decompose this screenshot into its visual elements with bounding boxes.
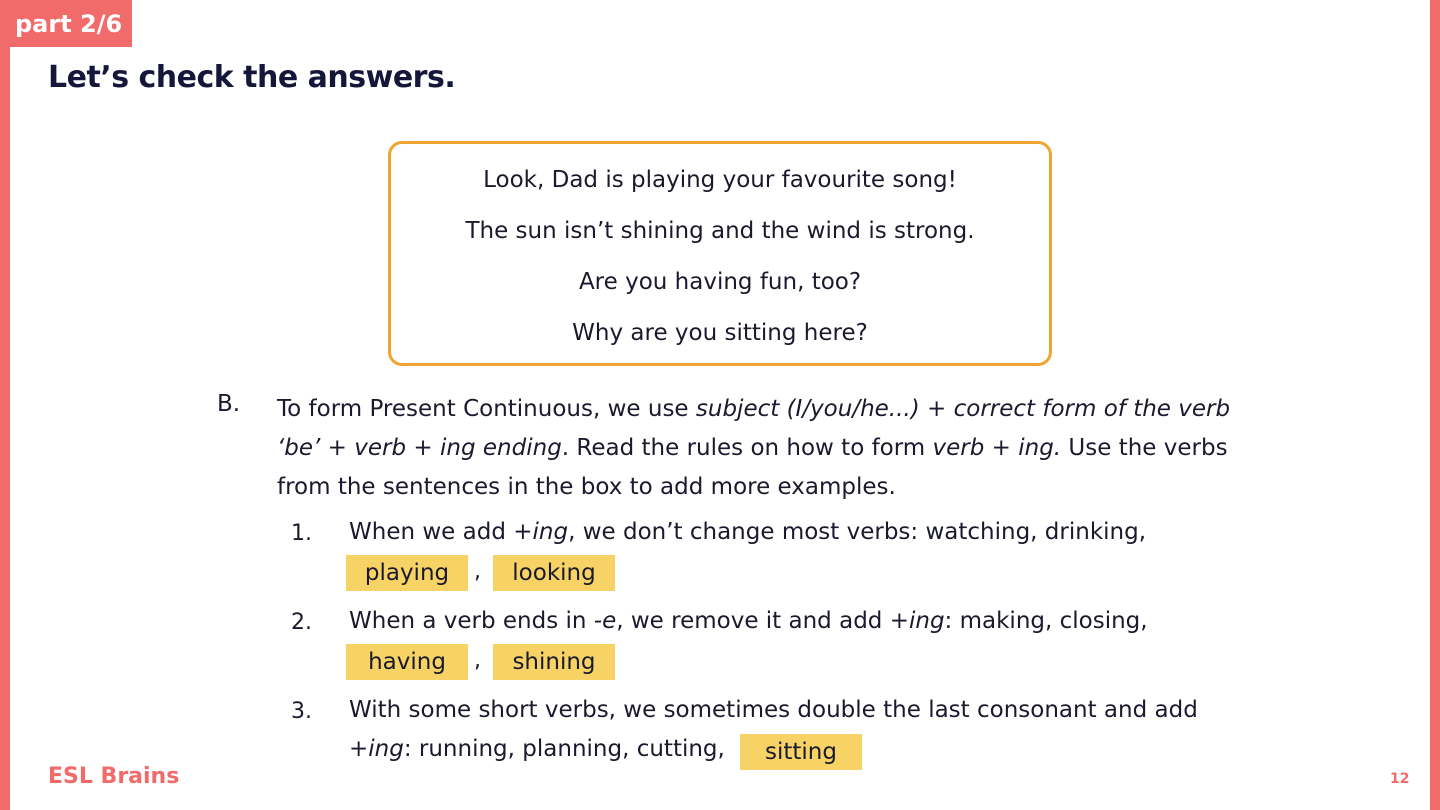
rule-italic: +ing <box>349 736 404 762</box>
sentence-box <box>388 141 1052 366</box>
instruction-text: To form Present Continuous, we use <box>277 396 696 422</box>
instruction-text: + <box>320 435 355 461</box>
instruction-line: from the sentences in the box to add more examples. <box>277 474 896 500</box>
instruction-line <box>277 429 1267 468</box>
instruction-text: . Read the rules on how to form <box>561 435 933 461</box>
page-number: 12 <box>1390 771 1410 787</box>
instruction-italic: ‘be’ <box>277 435 321 461</box>
rule-text-part: When a verb ends in <box>349 608 594 634</box>
left-frame-border <box>0 0 10 810</box>
answer-separator: , <box>474 559 481 584</box>
instruction-italic: ing ending <box>440 435 562 461</box>
rule-text-part: , we remove it and add <box>616 608 890 634</box>
page-title: Let’s check the answers. <box>48 60 456 95</box>
answer-highlight: looking <box>493 555 615 591</box>
rule-text <box>349 518 1146 546</box>
box-sentence: Why are you sitting here? <box>572 320 868 346</box>
rule-number: 2. <box>291 610 312 635</box>
answer-highlight: sitting <box>740 734 862 770</box>
part-badge: part 2/6 <box>10 0 132 47</box>
instruction-italic: verb + ing. <box>932 435 1062 461</box>
rule-number: 1. <box>291 521 312 546</box>
instruction-italic: correct form of the verb <box>953 396 1231 422</box>
rule-text: With some short verbs, we sometimes double the last consonant and add <box>349 697 1198 723</box>
box-sentence: Look, Dad is playing your favourite song! <box>483 167 957 193</box>
instruction-italic: verb <box>354 435 407 461</box>
rule-text-part: : running, planning, cutting, <box>403 736 725 762</box>
esl-brains-logo: ESL Brains <box>48 764 180 789</box>
box-sentence: The sun isn’t shining and the wind is strong. <box>465 218 975 244</box>
answer-highlight: having <box>346 644 468 680</box>
instruction-line <box>277 390 1267 429</box>
answer-highlight: playing <box>346 555 468 591</box>
rule-italic: +ing <box>513 519 569 545</box>
section-label: B. <box>217 391 241 417</box>
right-frame-border <box>1430 0 1440 810</box>
instruction-text: + <box>919 396 954 422</box>
instruction-italic: subject (I/you/he...) <box>695 396 920 422</box>
section-instructions <box>277 390 1267 507</box>
rule-italic: -e <box>593 608 617 634</box>
rule-italic: +ing <box>889 608 945 634</box>
rule-number: 3. <box>291 699 312 724</box>
instruction-text: + <box>406 435 441 461</box>
box-sentence: Are you having fun, too? <box>578 269 862 295</box>
answer-separator: , <box>474 648 481 673</box>
rule-text <box>349 607 1148 635</box>
instruction-text: Use the verbs <box>1061 435 1228 461</box>
rule-text-part: When we add <box>349 519 514 545</box>
rule-text <box>349 735 725 763</box>
rule-text-part: , we don’t change most verbs: watching, drinking, <box>568 519 1147 545</box>
answer-highlight: shining <box>493 644 615 680</box>
rule-text-part: : making, closing, <box>944 608 1148 634</box>
